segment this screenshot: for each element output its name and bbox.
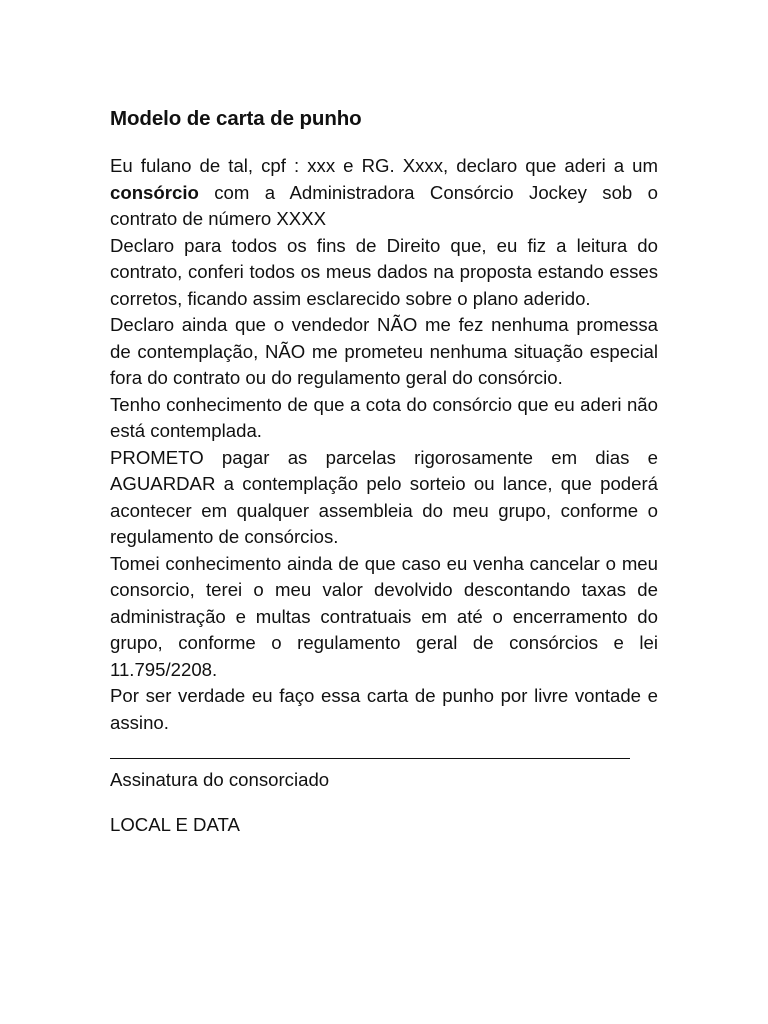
intro-text-before: Eu fulano de tal, cpf : xxx e RG. Xxxx, declaro que aderi a um (110, 155, 658, 176)
paragraph-not-contemplated: Tenho conhecimento de que a cota do consórcio que eu aderi não está contemplada. (110, 393, 658, 441)
paragraph-reading: Declaro para todos os fins de Direito que, eu fiz a leitura do contrato, conferi todos os meus dados na proposta estando esses corretos, ficando assim esclarecido sobre o plano aderido. (110, 234, 658, 309)
intro-text-bold: consórcio (110, 181, 199, 203)
letter-body (110, 153, 658, 736)
paragraph-truth: Por ser verdade eu faço essa carta de punho por livre vontade e assino. (110, 685, 658, 733)
place-and-date: LOCAL E DATA (110, 813, 240, 835)
document-title: Modelo de carta de punho (110, 107, 362, 130)
letter-page (110, 105, 658, 838)
signature-label: Assinatura do consorciado (110, 769, 330, 790)
paragraph-promise-to-pay: PROMETO pagar as parcelas rigorosamente em dias e AGUARDAR a contemplação pelo sorteio ou lance, que poderá acontecer em qualquer assembleia do meu grupo, conforme o regulamento de consórcios. (110, 446, 658, 547)
intro-text-after: com a Administradora Consórcio Jockey sob o contrato de número XXXX (110, 181, 658, 229)
paragraph-no-promise: Declaro ainda que o vendedor NÃO me fez nenhuma promessa de contemplação, NÃO me prometeu nenhuma situação especial fora do contrato ou do regulamento geral do consórcio. (110, 314, 658, 388)
intro-paragraph (110, 153, 658, 233)
paragraph-cancellation: Tomei conhecimento ainda de que caso eu venha cancelar o meu consorcio, terei o meu valor devolvido descontando taxas de administração e multas contratuais em até o encerramento do grupo, conforme o regulamento geral de consórcios e lei 11.795/2208. (110, 552, 658, 680)
signature-line (110, 740, 630, 759)
